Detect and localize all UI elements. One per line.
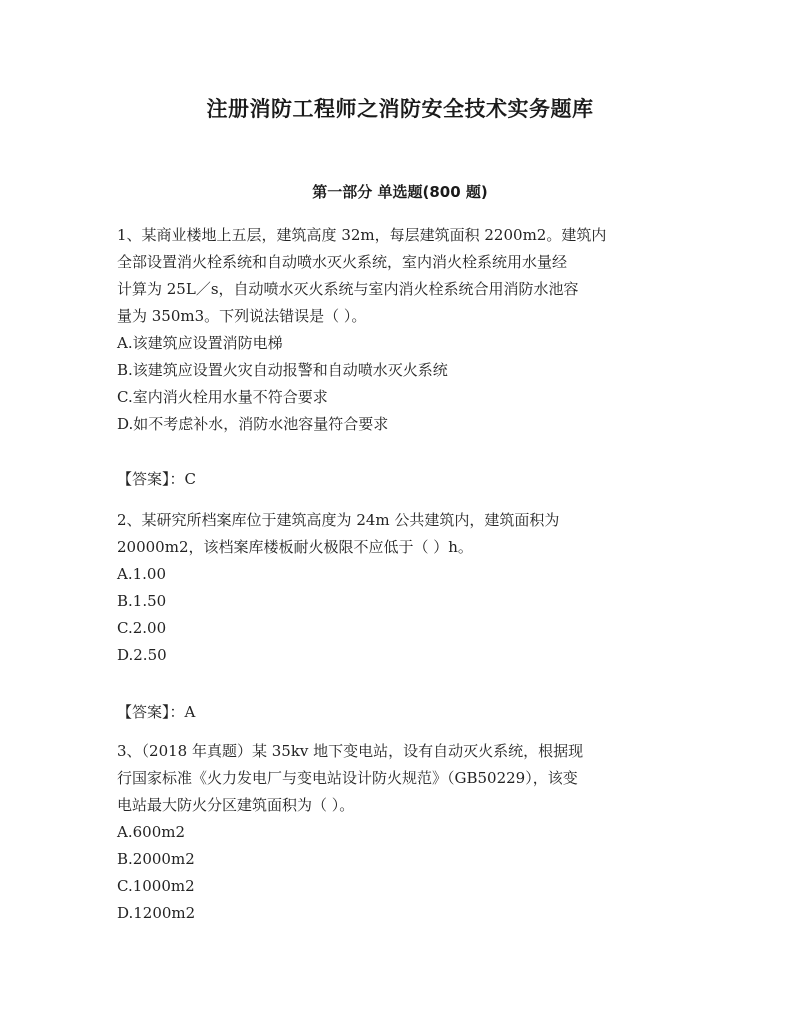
option-a: A.600m2 xyxy=(117,823,185,841)
option-d: D.如不考虑补水，消防水池容量符合要求 xyxy=(117,415,389,433)
question-stem-line: 量为 350m3。下列说法错误是（ ）。 xyxy=(117,307,367,325)
question-1 xyxy=(117,222,689,438)
question-stem-line: 计算为 25L／s，自动喷水灭火系统与室内消火栓系统合用消防水池容 xyxy=(117,280,579,298)
section-title: 第一部分 单选题(800 题) xyxy=(312,183,488,201)
question-3 xyxy=(117,738,689,927)
option-a: A.1.00 xyxy=(117,565,166,583)
option-c: C.1000m2 xyxy=(117,877,195,895)
option-c: C.室内消火栓用水量不符合要求 xyxy=(117,388,328,406)
answer-1 xyxy=(117,466,689,493)
document-title: 注册消防工程师之消防安全技术实务题库 xyxy=(206,97,594,121)
option-d: D.1200m2 xyxy=(117,904,196,922)
option-b: B.该建筑应设置火灾自动报警和自动喷水灭火系统 xyxy=(117,361,448,379)
question-stem-line: 2、某研究所档案库位于建筑高度为 24m 公共建筑内，建筑面积为 xyxy=(117,511,560,529)
answer-text: 【答案】：C xyxy=(117,470,196,488)
answer-text: 【答案】：A xyxy=(117,703,196,721)
option-d: D.2.50 xyxy=(117,646,167,664)
question-2 xyxy=(117,507,689,669)
option-b: B.2000m2 xyxy=(117,850,195,868)
option-c: C.2.00 xyxy=(117,619,167,637)
question-stem-line: 1、某商业楼地上五层，建筑高度 32m，每层建筑面积 2200m2。建筑内 xyxy=(117,226,607,244)
option-b: B.1.50 xyxy=(117,592,167,610)
question-stem-line: 20000m2，该档案库楼板耐火极限不应低于（ ）h。 xyxy=(117,538,473,556)
question-stem-line: 行国家标准《火力发电厂与变电站设计防火规范》（GB50229），该变 xyxy=(117,769,578,787)
question-stem-line: 全部设置消火栓系统和自动喷水灭火系统，室内消火栓系统用水量经 xyxy=(117,253,568,271)
question-stem-line: 3、（2018 年真题）某 35kv 地下变电站，设有自动灭火系统，根据现 xyxy=(117,742,584,760)
answer-2 xyxy=(117,699,689,726)
option-a: A.该建筑应设置消防电梯 xyxy=(117,334,283,352)
question-stem-line: 电站最大防火分区建筑面积为（ ）。 xyxy=(117,796,355,814)
